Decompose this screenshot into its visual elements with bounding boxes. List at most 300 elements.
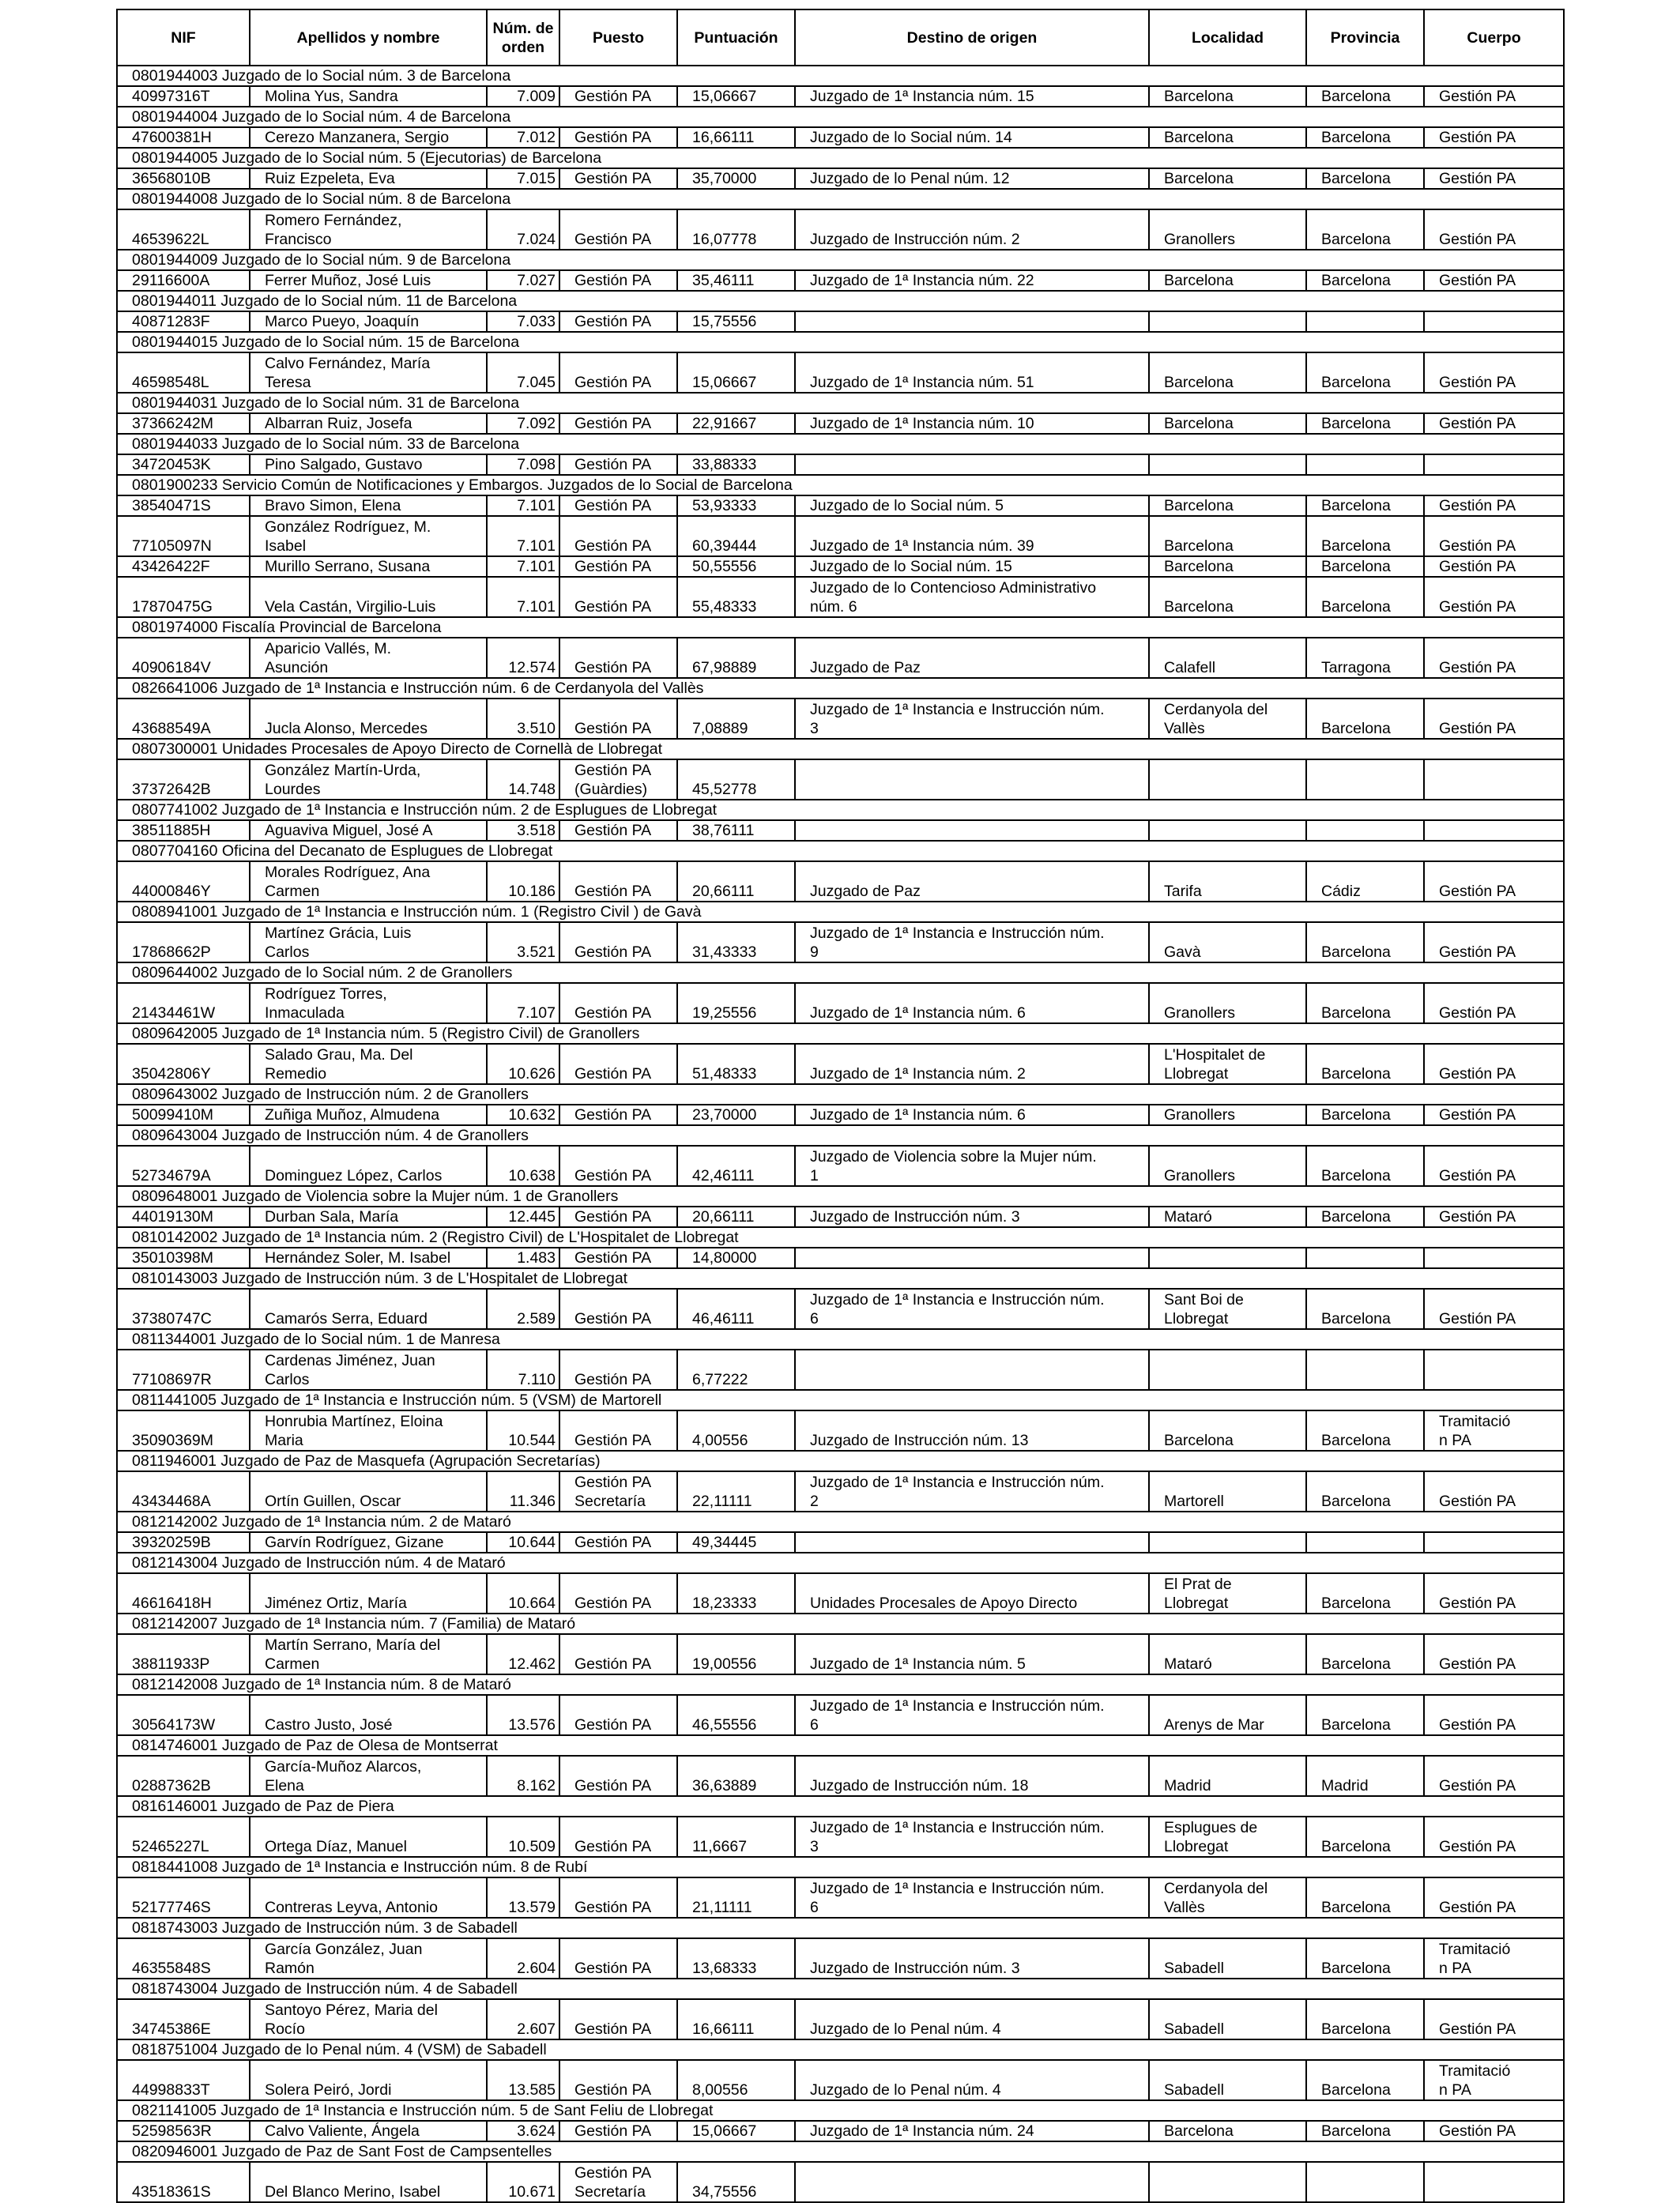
section-title: 0801944031 Juzgado de lo Social núm. 31 de Barcelona xyxy=(117,393,1564,413)
puesto-cell xyxy=(559,1695,677,1735)
puesto-cell-line: Gestión PA xyxy=(574,1249,652,1267)
puntuacion-cell: 19,00556 xyxy=(677,1634,795,1674)
nif-cell: 52734679A xyxy=(117,1146,250,1186)
cuerpo-cell xyxy=(1424,1044,1564,1084)
cuerpo-cell xyxy=(1424,413,1564,434)
localidad-cell-line: Barcelona xyxy=(1164,497,1234,514)
section-title: 0807741002 Juzgado de 1ª Instancia e Instrucción núm. 2 de Esplugues de Llobregat xyxy=(117,800,1564,820)
localidad-cell xyxy=(1149,311,1306,332)
puesto-cell xyxy=(559,1471,677,1512)
localidad-cell xyxy=(1149,1207,1306,1227)
section-title: 0816146001 Juzgado de Paz de Piera xyxy=(117,1796,1564,1817)
puesto-cell xyxy=(559,1938,677,1979)
nif-cell: 52598563R xyxy=(117,2121,250,2141)
puesto-cell-line: Gestión PA xyxy=(574,231,652,248)
name-cell-line: Jucla Alonso, Mercedes xyxy=(265,720,428,737)
name-cell-line: Rodríguez Torres, xyxy=(265,985,387,1003)
puesto-cell xyxy=(559,1999,677,2039)
provincia-cell: Barcelona xyxy=(1306,352,1424,393)
name-cell xyxy=(250,2162,487,2202)
destino-cell-line: Juzgado de 1ª Instancia e Instrucción núm. xyxy=(810,1819,1105,1836)
name-cell-line: Santoyo Pérez, Maria del xyxy=(265,2002,438,2019)
section-title: 0811441005 Juzgado de 1ª Instancia e Instrucción núm. 5 (VSM) de Martorell xyxy=(117,1390,1564,1410)
puntuacion-cell: 53,93333 xyxy=(677,495,795,516)
section-row xyxy=(117,1796,1564,1817)
orden-cell: 7.107 xyxy=(487,983,559,1023)
table-row xyxy=(117,922,1564,962)
puntuacion-cell: 11,6667 xyxy=(677,1817,795,1857)
table-row xyxy=(117,861,1564,902)
puntuacion-cell: 20,66111 xyxy=(677,1207,795,1227)
section-row xyxy=(117,1614,1564,1634)
section-row xyxy=(117,1125,1564,1146)
nif-cell: 40906184V xyxy=(117,638,250,678)
table-row xyxy=(117,1634,1564,1674)
puntuacion-cell: 22,11111 xyxy=(677,1471,795,1512)
puesto-cell xyxy=(559,1817,677,1857)
name-cell-line: Ramón xyxy=(265,1960,315,1977)
puntuacion-cell: 22,91667 xyxy=(677,413,795,434)
orden-cell: 3.510 xyxy=(487,699,559,739)
cuerpo-cell xyxy=(1424,759,1564,800)
name-cell xyxy=(250,1146,487,1186)
puntuacion-cell: 42,46111 xyxy=(677,1146,795,1186)
destino-cell xyxy=(795,577,1149,617)
nif-cell: 40997316T xyxy=(117,86,250,107)
section-title: 0801944004 Juzgado de lo Social núm. 4 de Barcelona xyxy=(117,107,1564,127)
section-title: 0814746001 Juzgado de Paz de Olesa de Montserrat xyxy=(117,1735,1564,1756)
cuerpo-cell-line: Gestión PA xyxy=(1439,659,1516,676)
name-cell-line: Maria xyxy=(265,1432,303,1449)
destino-cell-line: Juzgado de lo Social núm. 15 xyxy=(810,558,1012,575)
cuerpo-cell-line: Gestión PA xyxy=(1439,1065,1516,1083)
nif-cell: 37366242M xyxy=(117,413,250,434)
localidad-cell xyxy=(1149,2060,1306,2100)
localidad-cell xyxy=(1149,1573,1306,1614)
table-row xyxy=(117,638,1564,678)
puntuacion-cell: 34,75556 xyxy=(677,2162,795,2202)
section-title: 0812143004 Juzgado de Instrucción núm. 4 de Mataró xyxy=(117,1553,1564,1573)
localidad-cell-line: Barcelona xyxy=(1164,88,1234,105)
cuerpo-cell xyxy=(1424,516,1564,556)
name-cell xyxy=(250,270,487,291)
destino-cell xyxy=(795,1471,1149,1512)
name-cell xyxy=(250,127,487,148)
name-cell xyxy=(250,1938,487,1979)
provincia-cell: Barcelona xyxy=(1306,86,1424,107)
cuerpo-cell-line: Gestión PA xyxy=(1439,1208,1516,1226)
localidad-cell-line: Barcelona xyxy=(1164,129,1234,146)
localidad-cell xyxy=(1149,270,1306,291)
cuerpo-cell xyxy=(1424,1756,1564,1796)
nif-cell: 17868662P xyxy=(117,922,250,962)
name-cell-line: García-Muñoz Alarcos, xyxy=(265,1758,422,1776)
table-row xyxy=(117,1938,1564,1979)
nif-cell: 38511885H xyxy=(117,820,250,841)
cuerpo-cell xyxy=(1424,1410,1564,1451)
cuerpo-cell xyxy=(1424,820,1564,841)
table-row xyxy=(117,413,1564,434)
cuerpo-cell-line: Tramitació xyxy=(1439,2062,1511,2080)
document-page xyxy=(116,9,1563,2203)
destino-cell xyxy=(795,86,1149,107)
table-row xyxy=(117,1105,1564,1125)
localidad-cell xyxy=(1149,1817,1306,1857)
name-cell xyxy=(250,311,487,332)
puntuacion-cell: 21,11111 xyxy=(677,1877,795,1918)
destino-cell-line: Juzgado de lo Penal núm. 12 xyxy=(810,170,1010,187)
section-row xyxy=(117,148,1564,168)
destino-cell xyxy=(795,556,1149,577)
destino-cell xyxy=(795,1105,1149,1125)
header-puesto: Puesto xyxy=(559,9,677,66)
provincia-cell: Cádiz xyxy=(1306,861,1424,902)
destino-cell xyxy=(795,1289,1149,1329)
nif-cell: 34720453K xyxy=(117,454,250,475)
orden-cell: 7.012 xyxy=(487,127,559,148)
orden-cell: 12.445 xyxy=(487,1207,559,1227)
name-cell-line: González Martín-Urda, xyxy=(265,762,421,779)
section-title: 0810142002 Juzgado de 1ª Instancia núm. 2 (Registro Civil) de L'Hospitalet de Llobregat xyxy=(117,1227,1564,1248)
localidad-cell xyxy=(1149,2162,1306,2202)
puesto-cell xyxy=(559,1410,677,1451)
table-row xyxy=(117,1044,1564,1084)
cuerpo-cell xyxy=(1424,209,1564,250)
cuerpo-cell-line: Gestión PA xyxy=(1439,1655,1516,1673)
destino-cell-line: Juzgado de 1ª Instancia núm. 6 xyxy=(810,1004,1026,1022)
cuerpo-cell xyxy=(1424,1999,1564,2039)
nif-cell: 34745386E xyxy=(117,1999,250,2039)
header-nif: NIF xyxy=(117,9,250,66)
destino-cell xyxy=(795,1350,1149,1390)
orden-cell: 13.576 xyxy=(487,1695,559,1735)
destino-cell xyxy=(795,2060,1149,2100)
puntuacion-cell: 16,66111 xyxy=(677,127,795,148)
puntuacion-cell: 8,00556 xyxy=(677,2060,795,2100)
puesto-cell-line: Gestión PA xyxy=(574,2122,652,2140)
name-cell xyxy=(250,352,487,393)
table-row xyxy=(117,270,1564,291)
section-row xyxy=(117,1268,1564,1289)
puntuacion-cell: 67,98889 xyxy=(677,638,795,678)
destino-cell-line: Juzgado de lo Social núm. 5 xyxy=(810,497,1004,514)
table-row xyxy=(117,454,1564,475)
table-row xyxy=(117,352,1564,393)
table-row xyxy=(117,1817,1564,1857)
section-title: 0807704160 Oficina del Decanato de Esplugues de Llobregat xyxy=(117,841,1564,861)
cuerpo-cell-line: Gestión PA xyxy=(1439,1595,1516,1612)
localidad-cell xyxy=(1149,1877,1306,1918)
puesto-cell-line: Gestión PA xyxy=(574,1838,652,1855)
section-title: 0818441008 Juzgado de 1ª Instancia e Instrucción núm. 8 de Rubí xyxy=(117,1857,1564,1877)
orden-cell: 13.579 xyxy=(487,1877,559,1918)
name-cell xyxy=(250,1105,487,1125)
cuerpo-cell xyxy=(1424,1207,1564,1227)
localidad-cell xyxy=(1149,127,1306,148)
destino-cell-line: Juzgado de 1ª Instancia e Instrucción núm. xyxy=(810,925,1105,942)
localidad-cell-line: Barcelona xyxy=(1164,598,1234,616)
name-cell xyxy=(250,495,487,516)
name-cell xyxy=(250,516,487,556)
nif-cell: 43426422F xyxy=(117,556,250,577)
destino-cell-line: Juzgado de 1ª Instancia núm. 22 xyxy=(810,272,1034,289)
puntuacion-cell: 50,55556 xyxy=(677,556,795,577)
section-title: 0811946001 Juzgado de Paz de Masquefa (Agrupación Secretarías) xyxy=(117,1451,1564,1471)
cuerpo-cell xyxy=(1424,2060,1564,2100)
destino-cell xyxy=(795,638,1149,678)
provincia-cell: Barcelona xyxy=(1306,270,1424,291)
puntuacion-cell: 13,68333 xyxy=(677,1938,795,1979)
name-cell-line: Rocío xyxy=(265,2020,305,2038)
puesto-cell-line: Gestión PA xyxy=(574,1716,652,1734)
puesto-cell xyxy=(559,270,677,291)
localidad-cell xyxy=(1149,1532,1306,1553)
nif-cell: 29116600A xyxy=(117,270,250,291)
section-title: 0801900233 Servicio Común de Notificaciones y Embargos. Juzgados de lo Social de Barcelona xyxy=(117,475,1564,495)
puesto-cell xyxy=(559,1207,677,1227)
provincia-cell: Barcelona xyxy=(1306,1817,1424,1857)
destino-cell-line: Juzgado de Paz xyxy=(810,883,921,900)
puesto-cell-line: Secretaría xyxy=(574,2183,646,2201)
provincia-cell: Barcelona xyxy=(1306,1146,1424,1186)
puntuacion-cell: 55,48333 xyxy=(677,577,795,617)
puesto-cell xyxy=(559,1044,677,1084)
localidad-cell-line: Mataró xyxy=(1164,1655,1212,1673)
header-destino: Destino de origen xyxy=(795,9,1149,66)
cuerpo-cell-line: Gestión PA xyxy=(1439,88,1516,105)
name-cell-line: Murillo Serrano, Susana xyxy=(265,558,431,575)
puesto-cell-line: Gestión PA xyxy=(574,374,652,391)
localidad-cell xyxy=(1149,168,1306,189)
nif-cell: 44000846Y xyxy=(117,861,250,902)
localidad-cell-line: Llobregat xyxy=(1164,1595,1229,1612)
orden-cell: 11.346 xyxy=(487,1471,559,1512)
destino-cell-line: Juzgado de 1ª Instancia núm. 2 xyxy=(810,1065,1026,1083)
localidad-cell-line: Tarifa xyxy=(1164,883,1202,900)
provincia-cell: Barcelona xyxy=(1306,2060,1424,2100)
section-title: 0811344001 Juzgado de lo Social núm. 1 de Manresa xyxy=(117,1329,1564,1350)
table-row xyxy=(117,556,1564,577)
name-cell-line: Isabel xyxy=(265,537,307,555)
provincia-cell: Barcelona xyxy=(1306,1695,1424,1735)
destino-cell-line: 1 xyxy=(810,1167,819,1184)
section-row xyxy=(117,393,1564,413)
section-title: 0801944033 Juzgado de lo Social núm. 33 de Barcelona xyxy=(117,434,1564,454)
name-cell xyxy=(250,1634,487,1674)
localidad-cell xyxy=(1149,1248,1306,1268)
puesto-cell-line: Gestión PA xyxy=(574,883,652,900)
puntuacion-cell: 6,77222 xyxy=(677,1350,795,1390)
name-cell-line: Inmaculada xyxy=(265,1004,345,1022)
nif-cell: 52177746S xyxy=(117,1877,250,1918)
cuerpo-cell-line: Gestión PA xyxy=(1439,1106,1516,1124)
cuerpo-cell xyxy=(1424,86,1564,107)
localidad-cell-line: Barcelona xyxy=(1164,558,1234,575)
puesto-cell xyxy=(559,516,677,556)
cuerpo-cell-line: n PA xyxy=(1439,1432,1471,1449)
puesto-cell-line: Gestión PA xyxy=(574,1167,652,1184)
name-cell xyxy=(250,168,487,189)
table-row xyxy=(117,759,1564,800)
section-title: 0812142008 Juzgado de 1ª Instancia núm. 8 de Mataró xyxy=(117,1674,1564,1695)
cuerpo-cell xyxy=(1424,699,1564,739)
puesto-cell-line: Gestión PA xyxy=(574,1371,652,1388)
puesto-cell-line: Gestión PA xyxy=(574,1534,652,1551)
destino-cell-line: Juzgado de Instrucción núm. 3 xyxy=(810,1960,1020,1977)
orden-cell: 10.664 xyxy=(487,1573,559,1614)
provincia-cell: Barcelona xyxy=(1306,1634,1424,1674)
orden-cell: 2.607 xyxy=(487,1999,559,2039)
provincia-cell: Barcelona xyxy=(1306,1044,1424,1084)
assignments-table xyxy=(116,9,1565,2203)
nif-cell: 43518361S xyxy=(117,2162,250,2202)
name-cell xyxy=(250,1999,487,2039)
orden-cell: 3.521 xyxy=(487,922,559,962)
localidad-cell xyxy=(1149,1410,1306,1451)
provincia-cell: Barcelona xyxy=(1306,1105,1424,1125)
destino-cell-line: núm. 6 xyxy=(810,598,857,616)
section-row xyxy=(117,1674,1564,1695)
name-cell-line: Carlos xyxy=(265,943,310,961)
cuerpo-cell xyxy=(1424,1938,1564,1979)
name-cell-line: Asunción xyxy=(265,659,329,676)
localidad-cell xyxy=(1149,2121,1306,2141)
section-title: 0809643004 Juzgado de Instrucción núm. 4 de Granollers xyxy=(117,1125,1564,1146)
localidad-cell-line: Arenys de Mar xyxy=(1164,1716,1264,1734)
destino-cell-line: Juzgado de 1ª Instancia e Instrucción núm. xyxy=(810,1474,1105,1491)
destino-cell xyxy=(795,1999,1149,2039)
cuerpo-cell-line: Gestión PA xyxy=(1439,1777,1516,1794)
destino-cell xyxy=(795,983,1149,1023)
puesto-cell xyxy=(559,556,677,577)
name-cell-line: Carmen xyxy=(265,1655,320,1673)
table-row xyxy=(117,1573,1564,1614)
orden-cell: 12.462 xyxy=(487,1634,559,1674)
section-row xyxy=(117,1979,1564,1999)
orden-cell: 13.585 xyxy=(487,2060,559,2100)
puntuacion-cell: 60,39444 xyxy=(677,516,795,556)
cuerpo-cell-line: Gestión PA xyxy=(1439,943,1516,961)
puesto-cell-line: Gestión PA xyxy=(574,822,652,839)
puesto-cell-line: Gestión PA xyxy=(574,558,652,575)
name-cell-line: Vela Castán, Virgilio-Luis xyxy=(265,598,436,616)
header-localidad: Localidad xyxy=(1149,9,1306,66)
provincia-cell xyxy=(1306,2162,1424,2202)
name-cell xyxy=(250,1532,487,1553)
puesto-cell-line: Gestión PA xyxy=(574,1065,652,1083)
table-row xyxy=(117,495,1564,516)
orden-cell: 7.027 xyxy=(487,270,559,291)
localidad-cell xyxy=(1149,516,1306,556)
puntuacion-cell: 35,70000 xyxy=(677,168,795,189)
section-title: 0812142002 Juzgado de 1ª Instancia núm. 2 de Mataró xyxy=(117,1512,1564,1532)
puesto-cell-line: Gestión PA xyxy=(574,170,652,187)
cuerpo-cell-line: Gestión PA xyxy=(1439,231,1516,248)
name-cell xyxy=(250,699,487,739)
name-cell xyxy=(250,2060,487,2100)
destino-cell xyxy=(795,1817,1149,1857)
name-cell xyxy=(250,1817,487,1857)
localidad-cell xyxy=(1149,495,1306,516)
puesto-cell xyxy=(559,983,677,1023)
provincia-cell: Barcelona xyxy=(1306,1999,1424,2039)
localidad-cell-line: Calafell xyxy=(1164,659,1216,676)
orden-cell: 10.632 xyxy=(487,1105,559,1125)
destino-cell-line: Juzgado de 1ª Instancia núm. 39 xyxy=(810,537,1034,555)
section-title: 0801974000 Fiscalía Provincial de Barcelona xyxy=(117,617,1564,638)
table-row xyxy=(117,699,1564,739)
puesto-cell-line: Gestión PA xyxy=(574,415,652,432)
destino-cell-line: 6 xyxy=(810,1310,819,1327)
section-row xyxy=(117,1023,1564,1044)
section-title: 0801944009 Juzgado de lo Social núm. 9 de Barcelona xyxy=(117,250,1564,270)
localidad-cell-line: Sabadell xyxy=(1164,2020,1224,2038)
name-cell xyxy=(250,1289,487,1329)
cuerpo-cell xyxy=(1424,352,1564,393)
name-cell-line: Morales Rodríguez, Ana xyxy=(265,864,431,881)
cuerpo-cell-line: Gestión PA xyxy=(1439,1004,1516,1022)
provincia-cell: Barcelona xyxy=(1306,127,1424,148)
destino-cell xyxy=(795,1248,1149,1268)
destino-cell xyxy=(795,2121,1149,2141)
section-title: 0818743003 Juzgado de Instrucción núm. 3 de Sabadell xyxy=(117,1918,1564,1938)
puntuacion-cell: 36,63889 xyxy=(677,1756,795,1796)
puesto-cell-line: Gestión PA xyxy=(574,1432,652,1449)
cuerpo-cell xyxy=(1424,1573,1564,1614)
header-provincia: Provincia xyxy=(1306,9,1424,66)
cuerpo-cell-line: Gestión PA xyxy=(1439,558,1516,575)
cuerpo-cell xyxy=(1424,168,1564,189)
destino-cell xyxy=(795,1695,1149,1735)
puesto-cell xyxy=(559,352,677,393)
puntuacion-cell: 51,48333 xyxy=(677,1044,795,1084)
name-cell-line: Camarós Serra, Eduard xyxy=(265,1310,428,1327)
destino-cell-line: Juzgado de Instrucción núm. 18 xyxy=(810,1777,1029,1794)
section-row xyxy=(117,2100,1564,2121)
table-row xyxy=(117,1248,1564,1268)
localidad-cell xyxy=(1149,454,1306,475)
provincia-cell: Barcelona xyxy=(1306,922,1424,962)
name-cell-line: Martín Serrano, María del xyxy=(265,1636,441,1654)
table-row xyxy=(117,1877,1564,1918)
section-title: 0807300001 Unidades Procesales de Apoyo Directo de Cornellà de Llobregat xyxy=(117,739,1564,759)
nif-cell: 37380747C xyxy=(117,1289,250,1329)
cuerpo-cell xyxy=(1424,1105,1564,1125)
section-title: 0818751004 Juzgado de lo Penal núm. 4 (VSM) de Sabadell xyxy=(117,2039,1564,2060)
puesto-cell-line: Gestión PA xyxy=(574,497,652,514)
destino-cell-line: Juzgado de 1ª Instancia e Instrucción núm. xyxy=(810,1291,1105,1309)
nif-cell: 38811933P xyxy=(117,1634,250,1674)
table-row xyxy=(117,311,1564,332)
section-row xyxy=(117,1553,1564,1573)
table-row xyxy=(117,168,1564,189)
cuerpo-cell xyxy=(1424,577,1564,617)
name-cell-line: Ferrer Muñoz, José Luis xyxy=(265,272,431,289)
puesto-cell xyxy=(559,1289,677,1329)
destino-cell-line: Juzgado de Paz xyxy=(810,659,921,676)
cuerpo-cell-line: Gestión PA xyxy=(1439,598,1516,616)
puntuacion-cell: 7,08889 xyxy=(677,699,795,739)
destino-cell-line: Juzgado de 1ª Instancia núm. 51 xyxy=(810,374,1034,391)
table-row xyxy=(117,1146,1564,1186)
destino-cell-line: Juzgado de 1ª Instancia núm. 6 xyxy=(810,1106,1026,1124)
header-row xyxy=(117,9,1564,66)
destino-cell xyxy=(795,495,1149,516)
orden-cell: 7.101 xyxy=(487,556,559,577)
puesto-cell-line: Gestión PA xyxy=(574,1310,652,1327)
localidad-cell-line: El Prat de xyxy=(1164,1576,1232,1593)
section-row xyxy=(117,1084,1564,1105)
